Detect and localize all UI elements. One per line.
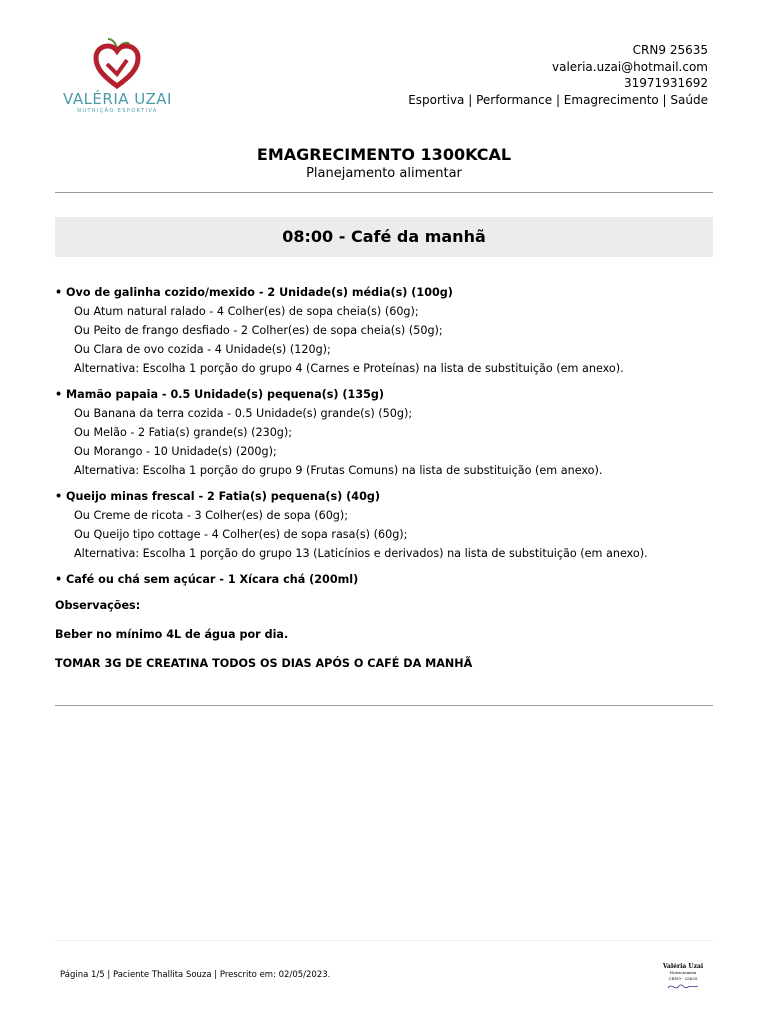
notes-label: Observações: (55, 599, 141, 612)
apple-heart-icon (93, 38, 141, 90)
food-item: • Café ou chá sem açúcar - 1 Xícara chá (200ml) (55, 573, 359, 586)
note-water: Beber no mínimo 4L de água por dia. (55, 628, 289, 641)
signature-stamp (660, 960, 706, 998)
alternative-line: Alternativa: Escolha 1 porção do grupo 4 (Carnes e Proteínas) na lista de substituição (em anexo). (74, 362, 624, 375)
meal-content (55, 283, 735, 683)
substitution-line: Ou Atum natural ralado - 4 Colher(es) de sopa cheia(s) (60g); (74, 305, 419, 318)
food-item: • Mamão papaia - 0.5 Unidade(s) pequena(s) (135g) (55, 388, 385, 401)
meal-item (55, 570, 735, 589)
phone-text: 31971931692 (624, 76, 708, 90)
alternative-line: Alternativa: Escolha 1 porção do grupo 13 (Laticínios e derivados) na lista de substituição (em anexo). (74, 547, 648, 560)
note-creatine: TOMAR 3G DE CREATINA TODOS OS DIAS APÓS O CAFÉ DA MANHÃ (55, 657, 473, 670)
meal-item (55, 385, 735, 480)
substitution-line: Ou Queijo tipo cottage - 4 Colher(es) de sopa rasa(s) (60g); (74, 528, 408, 541)
header-divider (55, 192, 713, 193)
food-item: • Ovo de galinha cozido/mexido - 2 Unidade(s) média(s) (100g) (55, 286, 453, 299)
meal-item (55, 487, 735, 563)
content-divider (55, 705, 713, 706)
logo-tagline: NUTRIÇÃO ESPORTIVA (77, 108, 158, 114)
plan-title: EMAGRECIMENTO 1300KCAL (256, 145, 512, 164)
svg-text:CRN9 - 25635: CRN9 - 25635 (668, 976, 698, 981)
meal-heading: 08:00 - Café da manhã (55, 217, 713, 257)
meal-item (55, 283, 735, 378)
contact-block (408, 42, 708, 108)
svg-text:Nutricionista: Nutricionista (669, 970, 697, 975)
substitution-line: Ou Peito de frango desfiado - 2 Colher(es) de sopa cheia(s) (50g); (74, 324, 443, 337)
plan-subtitle: Planejamento alimentar (306, 166, 462, 181)
food-item: • Queijo minas frescal - 2 Fatia(s) pequena(s) (40g) (55, 490, 380, 503)
email-text: valeria.uzai@hotmail.com (551, 59, 708, 74)
crn-text: CRN9 25635 (632, 43, 708, 57)
footer-divider (55, 940, 713, 941)
substitution-line: Ou Creme de ricota - 3 Colher(es) de sopa (60g); (74, 509, 349, 522)
substitution-line: Ou Banana da terra cozida - 0.5 Unidade(s) grande(s) (50g); (74, 407, 413, 420)
svg-text:Valéria Uzai: Valéria Uzai (662, 963, 704, 970)
alternative-line: Alternativa: Escolha 1 porção do grupo 9 (Frutas Comuns) na lista de substituição (em anexo). (74, 464, 603, 477)
substitution-line: Ou Morango - 10 Unidade(s) (200g); (74, 445, 277, 458)
specialties-text: Esportiva | Performance | Emagrecimento | Saúde (408, 92, 708, 107)
footer-text: Página 1/5 | Paciente Thallita Souza | Prescrito em: 02/05/2023. (60, 970, 331, 980)
brand-logo (60, 38, 175, 116)
logo-name: VALÉRIA UZAI (63, 90, 172, 108)
substitution-line: Ou Melão - 2 Fatia(s) grande(s) (230g); (74, 426, 293, 439)
substitution-line: Ou Clara de ovo cozida - 4 Unidade(s) (120g); (74, 343, 331, 356)
